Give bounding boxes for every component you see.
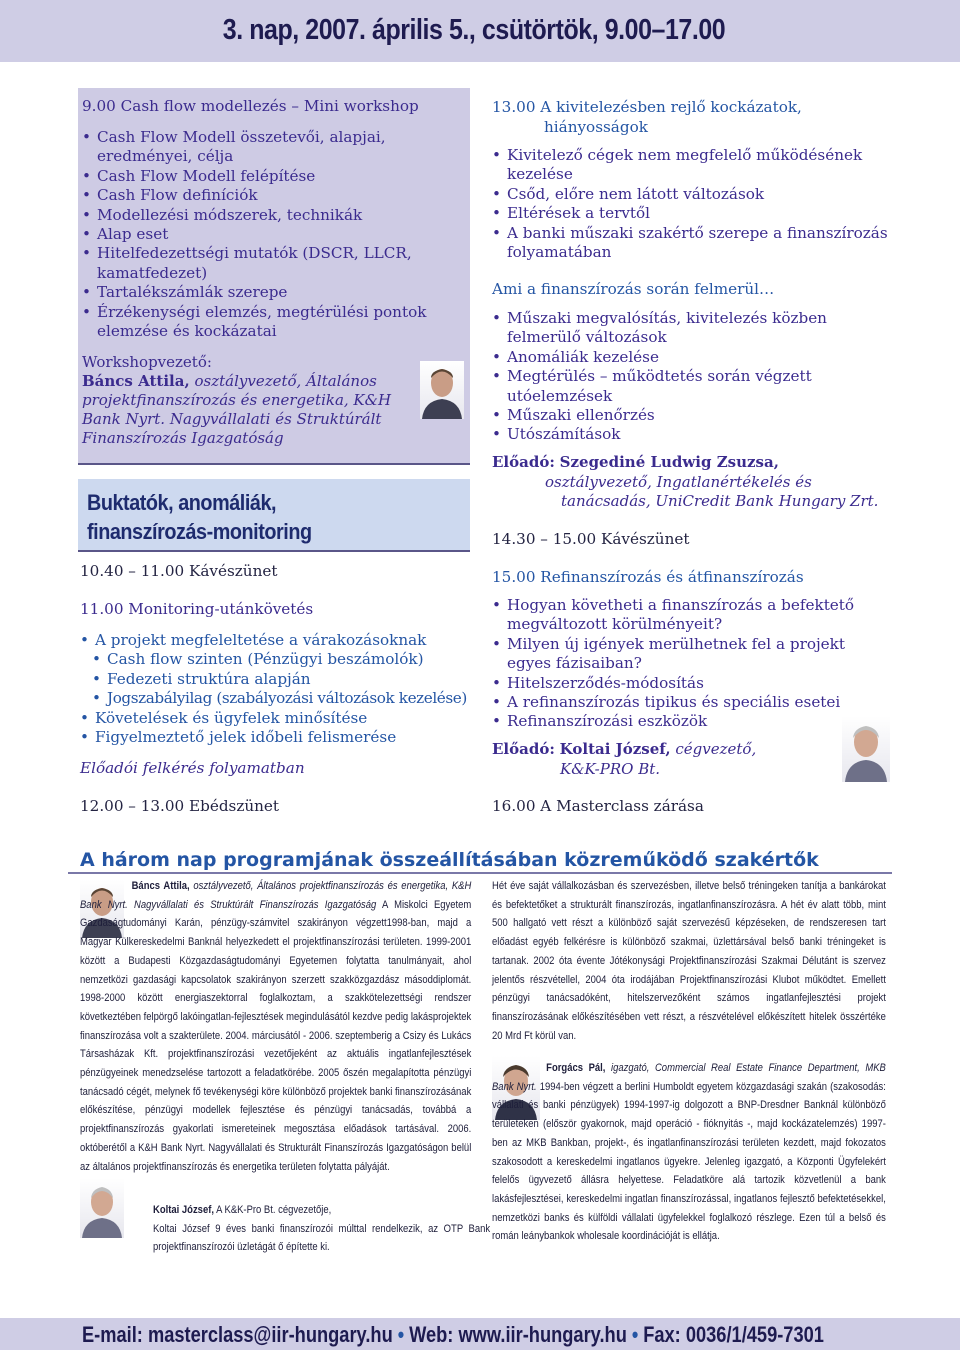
risk-list (492, 146, 890, 262)
bancs-bio-continued: Hét éve saját vállalkozásban és szervezésben, illetve belső tréningeken tanítja a bankárokat és befektetőket a strukturált finanszírozás, ingatlanfinanszírozásra. A hét év alatt több, mint 500 hallgató vett részt a különböző saját szervezésű képzéseken, de rendszeresen tart előadást egyéb felkérésre is különböző szakmai, üzlettársával belső banki tréningeket is tartanak. 2002 óta évente Jótékonysági Projektfinanszírozási Szakmai Délutánt is szervez jelentős részvétellel, 2004 óta irodájában Projektfinanszírozási Klubot működtet. Emellett pénzügyi tanácsadóként, hitelszervezőként számos ingatlanfejlesztési projekt finanszírozásának előkészítésében vett részt, a részvételével előkészített hitelek összértéke 20 Mrd Ft körül van. (492, 880, 886, 1042)
speaker-1 (492, 453, 878, 512)
footer-fax: Fax: 0036/1/459-7301 (643, 1322, 824, 1347)
divider (68, 872, 892, 874)
coffee-break-1: 10.40 – 11.00 Kávészünet (80, 562, 278, 580)
list-item: • Modellezési módszerek, technikák (82, 206, 462, 225)
speaker-2-label: Előadó: (492, 740, 555, 758)
list-item: • Fedezeti struktúra alapján (92, 670, 480, 689)
day-date-title: 3. nap, 2007. április 5., csütörtök, 9.00–17.00 (222, 14, 725, 46)
experts-heading: A három nap programjának összeállításában közreműködő szakértők (80, 849, 819, 871)
speaker-2-role: cégvezető, (675, 740, 757, 758)
list-item: • A projekt megfeleltetése a várakozásoknak (80, 631, 480, 650)
footer-web-link[interactable]: Web: www.iir-hungary.hu (409, 1322, 627, 1347)
bancs-bio-text: A Miskolci Egyetem Gazdaságtudományi Karán, pénzügy-számvitel szakirányon végzett1998-ban, majd a Magyar Külkereskedelmi Banknál helyezkedett el projektfinanszírozási területen. 1999-2001 között a Budapesti Közgazdaságtudományi Egyetemen folytatta tanulmányait, ahol nemzetközi gazdasági kapcsolatok szakirányon szerzett szakközgazdász másoddiplomát. 1998-2000 között energiaszektorral foglalkoztam, a szakkötelezettségi rendszer következtében felpörgő lakóingatlan-fejlesztések megindulásától kezdve pedig lakásprojektek finanszírozása volt a szakterülete. 2004. márciusától - 2006. szeptemberig a Csizy és Lukács Társasházak Kft. projektfinanszírozási vezetőjeként az aktuális ingatlanfejlesztések pénzügyeinek menedzselése tartozott a feladatkörébe. 2005 őszén megalapította pénzügyi tanácsadó cégét, melynek fő tevékenységi köre különböző projektek banki finanszírozásának előkészítése, pénzügyi modellek fejlesztése és pénzügyi tanácsadás, továbbá a projektfinanszírozás gyakorlati ismereteinek megosztása előadások tartásával. 2006. októberétől a K&H Bank Nyrt. Nagyvállalati és Strukturált Finanszírozás Igazgatóságon belül az általános projektfinanszírozás és energetika területen folytatta pályáját. (80, 898, 472, 1173)
footer-contacts (82, 1322, 824, 1348)
koltai-name: Koltai József, (153, 1204, 214, 1216)
koltai-bio (153, 1201, 490, 1257)
list-item: • Érzékenységi elemzés, megtérülési pontok elemzése és kockázatai (82, 303, 462, 342)
koltai-photo (80, 1178, 124, 1238)
list-item: • Cash flow szinten (Pénzügyi beszámolók) (92, 650, 480, 669)
speaker-1-label: Előadó: (492, 453, 555, 471)
risk-title: 13.00 A kivitelezésben rejlő kockázatok, (492, 98, 802, 116)
list-item: • Refinanszírozási eszközök (492, 712, 877, 731)
bancs-bio (80, 877, 471, 1176)
workshop-leader (82, 353, 417, 448)
list-item: • Cash Flow Modell összetevői, alapjai, eredményei, célja (82, 128, 462, 167)
list-item: • Követelések és ügyfelek minősítése (80, 709, 480, 728)
speaker-pending-note: Előadói felkérés folyamatban (80, 759, 305, 777)
koltai-bio-text: Koltai József 9 éves banki finanszírozói múlttal rendelkezik, az OTP Bank projektfinanszírozói üzletágát ő építette ki. (153, 1222, 491, 1254)
forgacs-name: Forgács Pál, (546, 1062, 606, 1074)
forgacs-bio-text: 1994-ben végzett a berlini Humboldt egyetem közgazdasági szakán (szakosodás: vállalati és banki pénzügyek) 1994-1997-ig dolgozott a BNP-Dresdner Banknál különböző területeken (először gyakornok, majd operáció - fióknyitás -, majd kockázatelemzés) 1997-ben az MKB Bankban, projekt-, és ingatlanfinanszírozási területen kezdett, majd fokozatos szakosodott a kereskedelmi ingatlanos ügyekre. Jelenleg igazgató, a Központi Ügyfelekért felelős ügyvezető állásra helyettese. Feladatköre alá tartozik közvetlenül a bank lakásfejlesztései, kereskedelmi ingatlan finanszírozással, ingatlanos fejlesztő befektetésekkel, nemzetközi banks és külföldi vállalati ügyfelekkel foglalkozó részlege. Ezen túl a belső és román leánybankok wholesale koordinációját is ellátja. (492, 1080, 886, 1243)
section-banner-title (87, 488, 312, 546)
list-item: • A banki műszaki szakértő szerepe a finanszírozás folyamatában (492, 224, 890, 263)
list-item: • Anomáliák kezelése (492, 348, 862, 367)
leader-role: osztályvezető, Általános projektfinanszírozás és energetika, K&H Bank Nyrt. Nagyvállalati és Struktúrált Finanszírozás Igazgatóság (82, 372, 392, 447)
banner-line: Buktatók, anomáliák, (87, 490, 277, 515)
workshop-topic-list (82, 128, 462, 341)
speaker-1-name: Szegediné Ludwig Zsuzsa, (559, 453, 779, 471)
separator-dot: • (397, 1322, 405, 1347)
speaker-2-company: K&K-PRO Bt. (560, 759, 661, 778)
refinancing-list (492, 596, 877, 732)
speaker-2 (492, 740, 756, 779)
bancs-role: osztályvezető, Általános projektfinanszírozás és energetika, K&H Bank Nyrt. Nagyvállalati és Struktúrált Finanszírozás Igazgatóság (80, 880, 472, 911)
list-item: • Csőd, előre nem látott változások (492, 185, 890, 204)
list-item: • Műszaki ellenőrzés (492, 406, 862, 425)
banner-line: finanszírozás-monitoring (87, 519, 312, 544)
list-item: • A refinanszírozás tipikus és speciális esetei (492, 693, 877, 712)
risk-title-cont: hiányosságok (544, 118, 648, 136)
coffee-break-2: 14.30 – 15.00 Kávészünet (492, 530, 690, 548)
footer-email-link[interactable]: E-mail: masterclass@iir-hungary.hu (82, 1322, 393, 1347)
leader-photo (420, 361, 464, 419)
list-item: • Cash Flow Modell felépítése (82, 167, 462, 186)
lunch-break: 12.00 – 13.00 Ebédszünet (80, 797, 280, 815)
list-item: • Megtérülés – működtetés során végzett utóelemzések (492, 367, 862, 406)
workshop-title: 9.00 Cash flow modellezés – Mini workshop (82, 97, 419, 115)
list-item: • Hitelszerződés-módosítás (492, 674, 877, 693)
forgacs-role: igazgató, Commercial Real Estate Finance Department, MKB Bank Nyrt. (492, 1062, 886, 1093)
list-item: • Figyelmeztető jelek időbeli felismerése (80, 728, 480, 747)
leader-name: Báncs Attila, (82, 372, 190, 390)
refinancing-title: 15.00 Refinanszírozás és átfinanszírozás (492, 568, 804, 586)
koltai-role: A K&K-Pro Bt. cégvezetője, (216, 1204, 332, 1216)
monitoring-title: 11.00 Monitoring-utánkövetés (80, 600, 314, 618)
forgacs-bio (492, 1059, 886, 1246)
arises-heading: Ami a finanszírozás során felmerül… (492, 280, 775, 298)
speaker-2-name: Koltai József, (559, 740, 671, 758)
list-item: • Cash Flow definíciók (82, 186, 462, 205)
speaker-1-role: osztályvezető, Ingatlanértékelés és (545, 472, 812, 491)
list-item: • Utószámítások (492, 425, 862, 444)
masterclass-close: 16.00 A Masterclass zárása (492, 797, 704, 815)
leader-label: Workshopvezető: (82, 353, 212, 371)
leader-text (82, 372, 417, 448)
list-item: • Hogyan követheti a finanszírozás a befektető megváltozott körülményeit? (492, 596, 877, 635)
speaker-1-role-cont: tanácsadás, UniCredit Bank Hungary Zrt. (561, 492, 879, 510)
monitoring-list (80, 631, 480, 747)
list-item: • Milyen új igények merülhetnek fel a projekt egyes fázisaiban? (492, 635, 877, 674)
list-item: • Hitelfedezettségi mutatók (DSCR, LLCR, kamatfedezet) (82, 244, 462, 283)
arises-list (492, 309, 862, 445)
list-item: • Műszaki megvalósítás, kivitelezés közben felmerülő változások (492, 309, 862, 348)
list-item: • Kivitelező cégek nem megfelelő működésének kezelése (492, 146, 890, 185)
list-item: • Jogszabályilag (szabályozási változások kezelése) (92, 689, 480, 708)
list-item: • Alap eset (82, 225, 462, 244)
list-item: • Eltérések a tervtől (492, 204, 890, 223)
speaker-2-photo (842, 716, 890, 782)
list-item: • Tartalékszámlák szerepe (82, 283, 462, 302)
separator-dot: • (631, 1322, 639, 1347)
bancs-name: Báncs Attila, (131, 880, 190, 892)
